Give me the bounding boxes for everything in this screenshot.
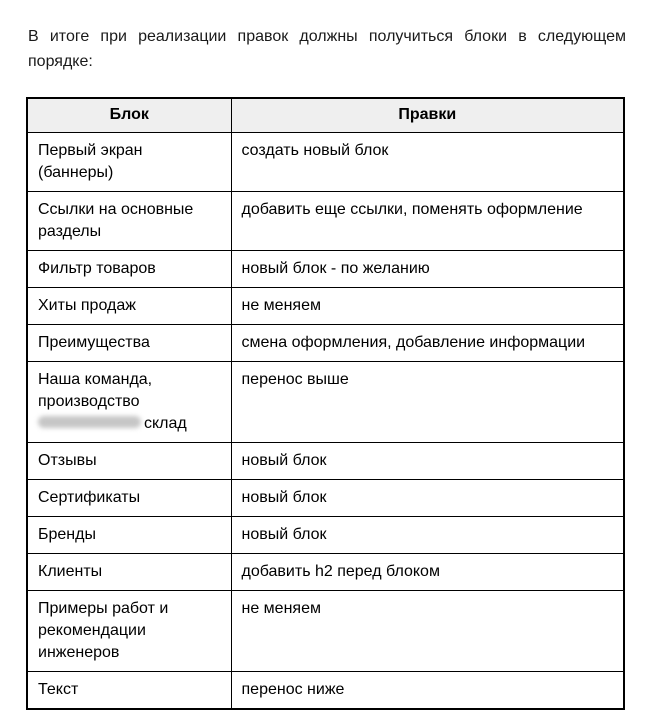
block-cell: Отзывы	[27, 442, 231, 479]
table-row	[27, 516, 624, 553]
intro-line-2: порядке:	[28, 53, 93, 70]
column-header-block: Блок	[27, 98, 231, 132]
block-cell: Текст	[27, 671, 231, 709]
block-cell: Клиенты	[27, 553, 231, 590]
block-cell: Преимущества	[27, 324, 231, 361]
table-row	[27, 553, 624, 590]
table-row	[27, 324, 624, 361]
blocks-edits-table	[26, 97, 625, 710]
block-text-line3: склад	[144, 414, 187, 432]
block-cell: Фильтр товаров	[27, 250, 231, 287]
block-cell: Первый экран (баннеры)	[27, 132, 231, 191]
redacted-text	[38, 416, 141, 428]
table-row	[27, 287, 624, 324]
table-row	[27, 479, 624, 516]
block-cell	[27, 361, 231, 442]
table-header-row	[27, 98, 624, 132]
column-header-edits: Правки	[231, 98, 624, 132]
table-row	[27, 132, 624, 191]
block-cell: Хиты продаж	[27, 287, 231, 324]
edit-cell: не меняем	[231, 287, 624, 324]
table-row	[27, 191, 624, 250]
table-row	[27, 250, 624, 287]
table-row	[27, 442, 624, 479]
block-cell: Сертификаты	[27, 479, 231, 516]
edit-cell: создать новый блок	[231, 132, 624, 191]
edit-cell: добавить h2 перед блоком	[231, 553, 624, 590]
edit-cell: новый блок	[231, 516, 624, 553]
edit-cell: не меняем	[231, 590, 624, 671]
edit-cell: добавить еще ссылки, поменять оформление	[231, 191, 624, 250]
edit-cell: новый блок - по желанию	[231, 250, 624, 287]
block-cell: Примеры работ и рекомендации инженеров	[27, 590, 231, 671]
edit-cell: новый блок	[231, 479, 624, 516]
block-cell: Ссылки на основные разделы	[27, 191, 231, 250]
intro-paragraph	[28, 24, 626, 74]
block-text-line1: Наша команда,	[38, 370, 153, 388]
edit-cell: перенос выше	[231, 361, 624, 442]
block-text-line2: производство	[38, 392, 140, 410]
edit-cell: смена оформления, добавление информации	[231, 324, 624, 361]
edit-cell: новый блок	[231, 442, 624, 479]
table-row	[27, 590, 624, 671]
intro-line-1: В итоге при реализации правок должны получиться блоки в следующем	[28, 28, 626, 45]
table-row	[27, 671, 624, 709]
block-cell: Бренды	[27, 516, 231, 553]
edit-cell: перенос ниже	[231, 671, 624, 709]
table-row-with-redaction	[27, 361, 624, 442]
